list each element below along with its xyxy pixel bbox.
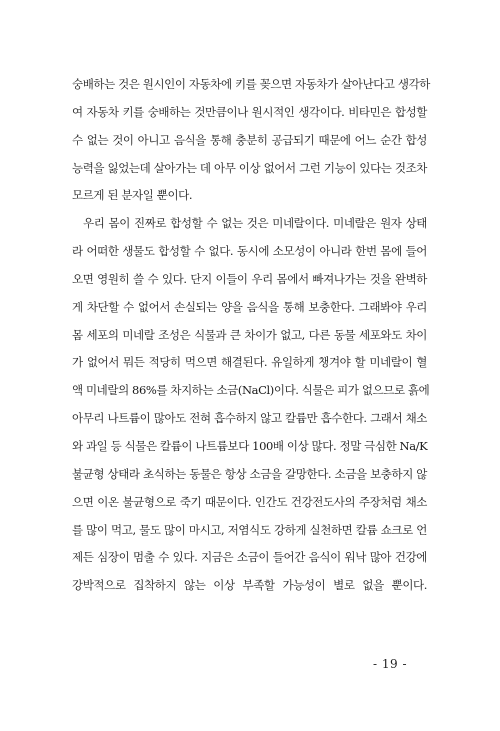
text-line: 를 많이 먹고, 물도 많이 마시고, 저염식도 강하게 실천하면 칼륨 쇼크로 언 (72, 522, 427, 537)
text-line: 제든 심장이 멈출 수 있다. 지금은 소금이 들어간 음식이 워낙 많아 건강에 (72, 550, 427, 565)
text-line: 모르게 된 분자일 뿐이다. (72, 188, 193, 203)
text-line: 아무리 나트륨이 많아도 전혀 흡수하지 않고 칼륨만 흡수한다. 그래서 채소 (72, 411, 427, 426)
paragraph-2 (72, 210, 430, 628)
text-line: 수 없는 것이 아니고 음식을 통해 충분히 공급되기 때문에 어느 순간 합성 (72, 132, 427, 147)
text-line: 으면 이온 불균형으로 죽기 때문이다. 인간도 건강전도사의 주장처럼 채소 (72, 494, 427, 509)
page-number: - 19 - (372, 657, 407, 671)
text-line: 오면 영원히 쓸 수 있다. 단지 이들이 우리 몸에서 빠져나가는 것을 완벽하 (72, 271, 427, 286)
text-line: 몸 세포의 미네랄 조성은 식물과 큰 차이가 없고, 다른 동물 세포와도 차이 (72, 327, 427, 342)
text-line: 여 자동차 키를 숭배하는 것만큼이나 원시적인 생각이다. 비타민은 합성할 (72, 104, 427, 119)
text-line: 숭배하는 것은 원시인이 자동차에 키를 꽂으면 자동차가 살아난다고 생각하 (72, 77, 431, 91)
text-line: 게 차단할 수 없어서 손실되는 양을 음식을 통해 보충한다. 그래봐야 우리 (72, 299, 427, 314)
text-line: 액 미네랄의 86%를 차지하는 소금(NaCl)이다. 식물은 피가 없으므로 흙에 (72, 383, 430, 398)
text-line: 라 어떠한 생물도 합성할 수 없다. 동시에 소모성이 아니라 한번 몸에 들어 (72, 244, 427, 259)
text-line (72, 600, 427, 628)
text-line: 강박적으로 집착하지 않는 이상 부족할 가능성이 별로 없을 뿐이다. (72, 578, 427, 593)
paragraph-1 (72, 71, 431, 210)
text-line: 가 없어서 뭐든 적당히 먹으면 해결된다. 유일하게 챙겨야 할 미네랄이 혈 (72, 355, 427, 370)
text-line: 능력을 잃었는데 살아가는 데 아무 이상 없어서 그런 기능이 있다는 것조차 (72, 160, 427, 175)
text-line: 우리 몸이 진짜로 합성할 수 없는 것은 미네랄이다. 미네랄은 원자 상태 (83, 216, 427, 231)
text-line: 와 과일 등 식물은 칼륨이 나트륨보다 100배 이상 많다. 정말 극심한 Na/K (72, 438, 428, 453)
body-text (72, 71, 431, 628)
text-line: 불균형 상태라 초식하는 동물은 항상 소금을 갈망한다. 소금을 보충하지 않 (72, 466, 427, 481)
